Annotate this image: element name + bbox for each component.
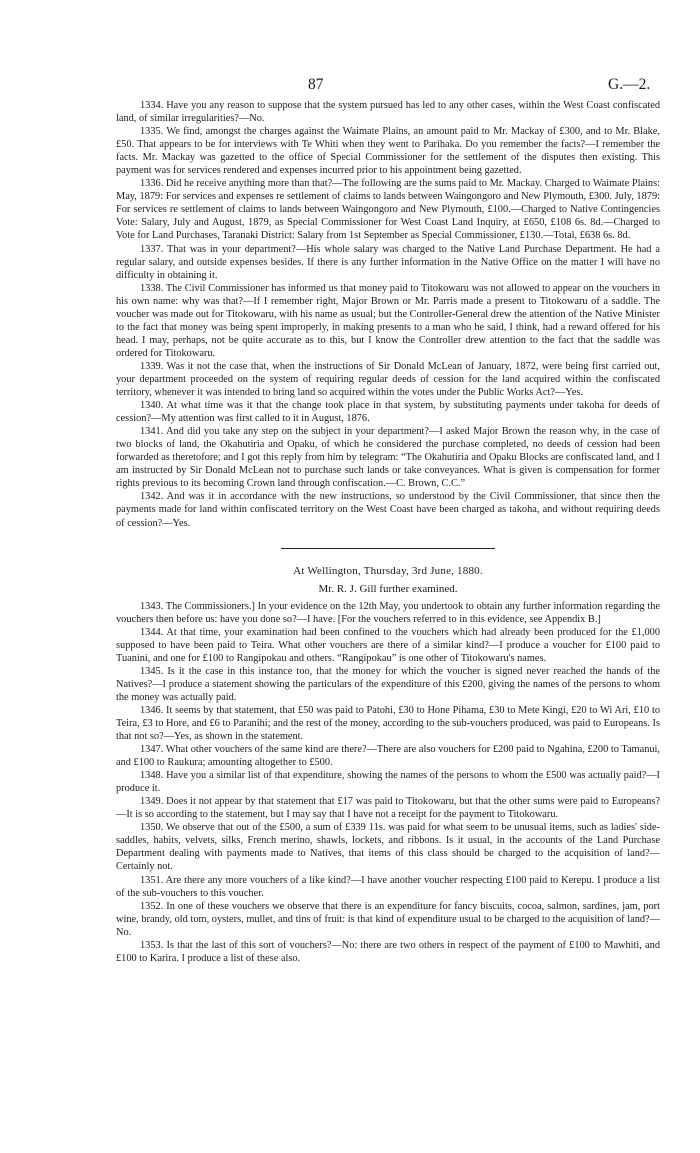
witness-heading: Mr. R. J. Gill further examined. xyxy=(318,582,458,595)
question-1337: 1337. That was in your department?—His whole salary was charged to the Native Land Purchase Department. He had a regular salary, and outside expenses besides. If there is any further information in the Native Office on the matter I will have no difficulty in obtaining it. xyxy=(116,243,660,281)
question-1351: 1351. Are there any more vouchers of a like kind?—I have another voucher respecting £100 paid to Kerepu. I produce a list of the sub-vouchers to this voucher. xyxy=(116,874,660,899)
question-1339: 1339. Was it not the case that, when the instructions of Sir Donald McLean of January, 1872, were being first carried out, your department proceeded on the system of requiring regular deeds of cession for the land acquired within the confiscated territory, whenever it was intended to bring land so acquired within the votes under the Public Works Act?—Yes. xyxy=(116,360,660,399)
sitting-location-date: At Wellington, Thursday, 3rd June, 1880. xyxy=(293,564,483,577)
question-1334: 1334. Have you any reason to suppose that the system pursued has led to any other cases, within the West Coast confiscated land, of similar irregularities?—No. xyxy=(116,100,660,125)
question-1349: 1349. Does it not appear by that statement that £17 was paid to Titokowaru, but that the other sums were paid to Europeans?—It is so according to the statement, but I may say that I have not a receipt for the payment to Titokowaru. xyxy=(116,796,660,821)
question-1352: 1352. In one of these vouchers we observe that there is an expenditure for fancy biscuits, cocoa, salmon, sardines, jam, port wine, brandy, old tom, oysters, mullet, and tins of fruit: is that kind of expenditure usual to be charged to the acquisition of land?—No. xyxy=(116,900,660,938)
question-1345: 1345. Is it the case in this instance too, that the money for which the voucher is signed never reached the hands of the Natives?—I produce a statement showing the particulars of the expenditure of this £200, giving the names of the persons to whom the money was actually paid. xyxy=(116,665,660,703)
document-body xyxy=(116,99,660,965)
question-1344: 1344. At that time, your examination had been confined to the vouchers which had already been produced for the £1,000 supposed to have been paid to Teira. What other vouchers are there of a similar kind?—I produce a voucher for £100 paid to Tuanini, and one for £100 to Rangipokau and others. “Rangipokau” is one other of Titokowaru's names. xyxy=(116,626,660,664)
question-1340: 1340. At what time was it that the change took place in that system, by substituting payments under takoha for deeds of cession?—My attention was first called to it in August, 1876. xyxy=(116,400,660,425)
question-1346: 1346. It seems by that statement, that £50 was paid to Patohi, £30 to Hone Pihama, £30 to Mete Kingi, £20 to Wi Ari, £10 to Teira, £3 to Hore, and £6 to Paranihi; and the rest of the money, according to the sub-vouchers produced, was paid to Europeans. Is that not so?—Yes, as shown in the statement. xyxy=(116,704,660,743)
question-1341: 1341. And did you take any step on the subject in your department?—I asked Major Brown the reason why, in the case of two blocks of land, the Okahutiria and Opaku, of which he considered the purchase completed, no deeds of cession had been forwarded as theretofore; and I got this reply from him by telegram: “The Okahutiria and Opaku Blocks are confiscated land, and I am instructed by Sir Donald McLean not to purchase such lands or take conveyances. What is given is compensation for former rights previous to its becoming Crown land through confiscation.—C. Brown, C.C.” xyxy=(116,426,660,490)
document-reference: G.—2. xyxy=(608,76,651,93)
question-1353: 1353. Is that the last of this sort of vouchers?—No: there are two others in respect of the payment of £100 to Mawhiti, and £100 to Karira. I produce a list of these also. xyxy=(116,939,660,964)
question-1348: 1348. Have you a similar list of that expenditure, showing the names of the persons to whom the £500 was actually paid?—I produce it. xyxy=(116,770,660,795)
question-1338: 1338. The Civil Commissioner has informed us that money paid to Titokowaru was not allowed to appear on the vouchers in his own name: why was that?—If I remember right, Major Brown or Mr. Parris made a present to Titokowaru of a saddle. The voucher was made out for Titokowaru, with his name as usual; but the Controller-General drew the attention of the Native Minister to the fact that money was being spent improperly, in making presents to a man who he said, I think, had a reward offered for his head. I may, perhaps, not be quite accurate as to this, but I know the Controller drew attention to the fact that the saddle was ordered for Titokowaru. xyxy=(116,282,660,359)
question-1335: 1335. We find, amongst the charges against the Waimate Plains, an amount paid to Mr. Mackay of £300, and to Mr. Blake, £50. That appears to be for interviews with Te Whiti when they went to Parihaka. Do you remember the facts?—I remember the facts. Mr. Mackay was gazetted to the office of Special Commissioner for the settlement of the disputes then existing. This payment was for services rendered and expenses incurred prior to his appointment being gazetted. xyxy=(116,126,660,177)
section-wellington-sitting xyxy=(116,564,660,965)
question-1336: 1336. Did he receive anything more than that?—The following are the sums paid to Mr. Mackay. Charged to Waimate Plains: May, 1879: For services and expenses re settlement of claims to lands between Waingongoro and New Plymouth, £300. July, 1879: For services re settlement of claims to lands between Waingongoro and New Plymouth, £100.—Charged to Native Contingencies Vote: Salary, July and August, 1879, as Special Commissioner for West Coast Land Inquiry, at £650, £108 6s. 8d.—Charged to Vote for Land Purchases, Taranaki District: Salary from 1st September as Special Commissioner, £130.—Total, £638 6s. 8d. xyxy=(116,178,660,242)
section-evidence-continued xyxy=(116,99,660,530)
page-number: 87 xyxy=(308,76,324,93)
question-1342: 1342. And was it in accordance with the new instructions, so understood by the Civil Commissioner, that since then the payments made for land within confiscated territory on the West Coast have been charged as takoha, and without requiring deeds of cession?—Yes. xyxy=(116,491,660,529)
question-1343: 1343. The Commissioners.] In your evidence on the 12th May, you undertook to obtain any further information regarding the vouchers then before us: have you done so?—I have. [For the vouchers referred to in this evidence, see Appendix B.] xyxy=(116,600,660,625)
question-1347: 1347. What other vouchers of the same kind are there?—There are also vouchers for £200 paid to Ngahina, £200 to Tamanui, and £100 to Raukura; amounting altogether to £500. xyxy=(116,744,660,769)
section-divider xyxy=(281,548,495,549)
question-1350: 1350. We observe that out of the £500, a sum of £339 11s. was paid for what seem to be unusual items, such as ladies' side-saddles, habits, velvets, silks, French merino, shawls, lockets, and ribbons. Is it usual, in the accounts of the Land Purchase Department dealing with payments made to Natives, that items of this class should be charged to the acquisition of land?—Certainly not. xyxy=(116,822,660,873)
